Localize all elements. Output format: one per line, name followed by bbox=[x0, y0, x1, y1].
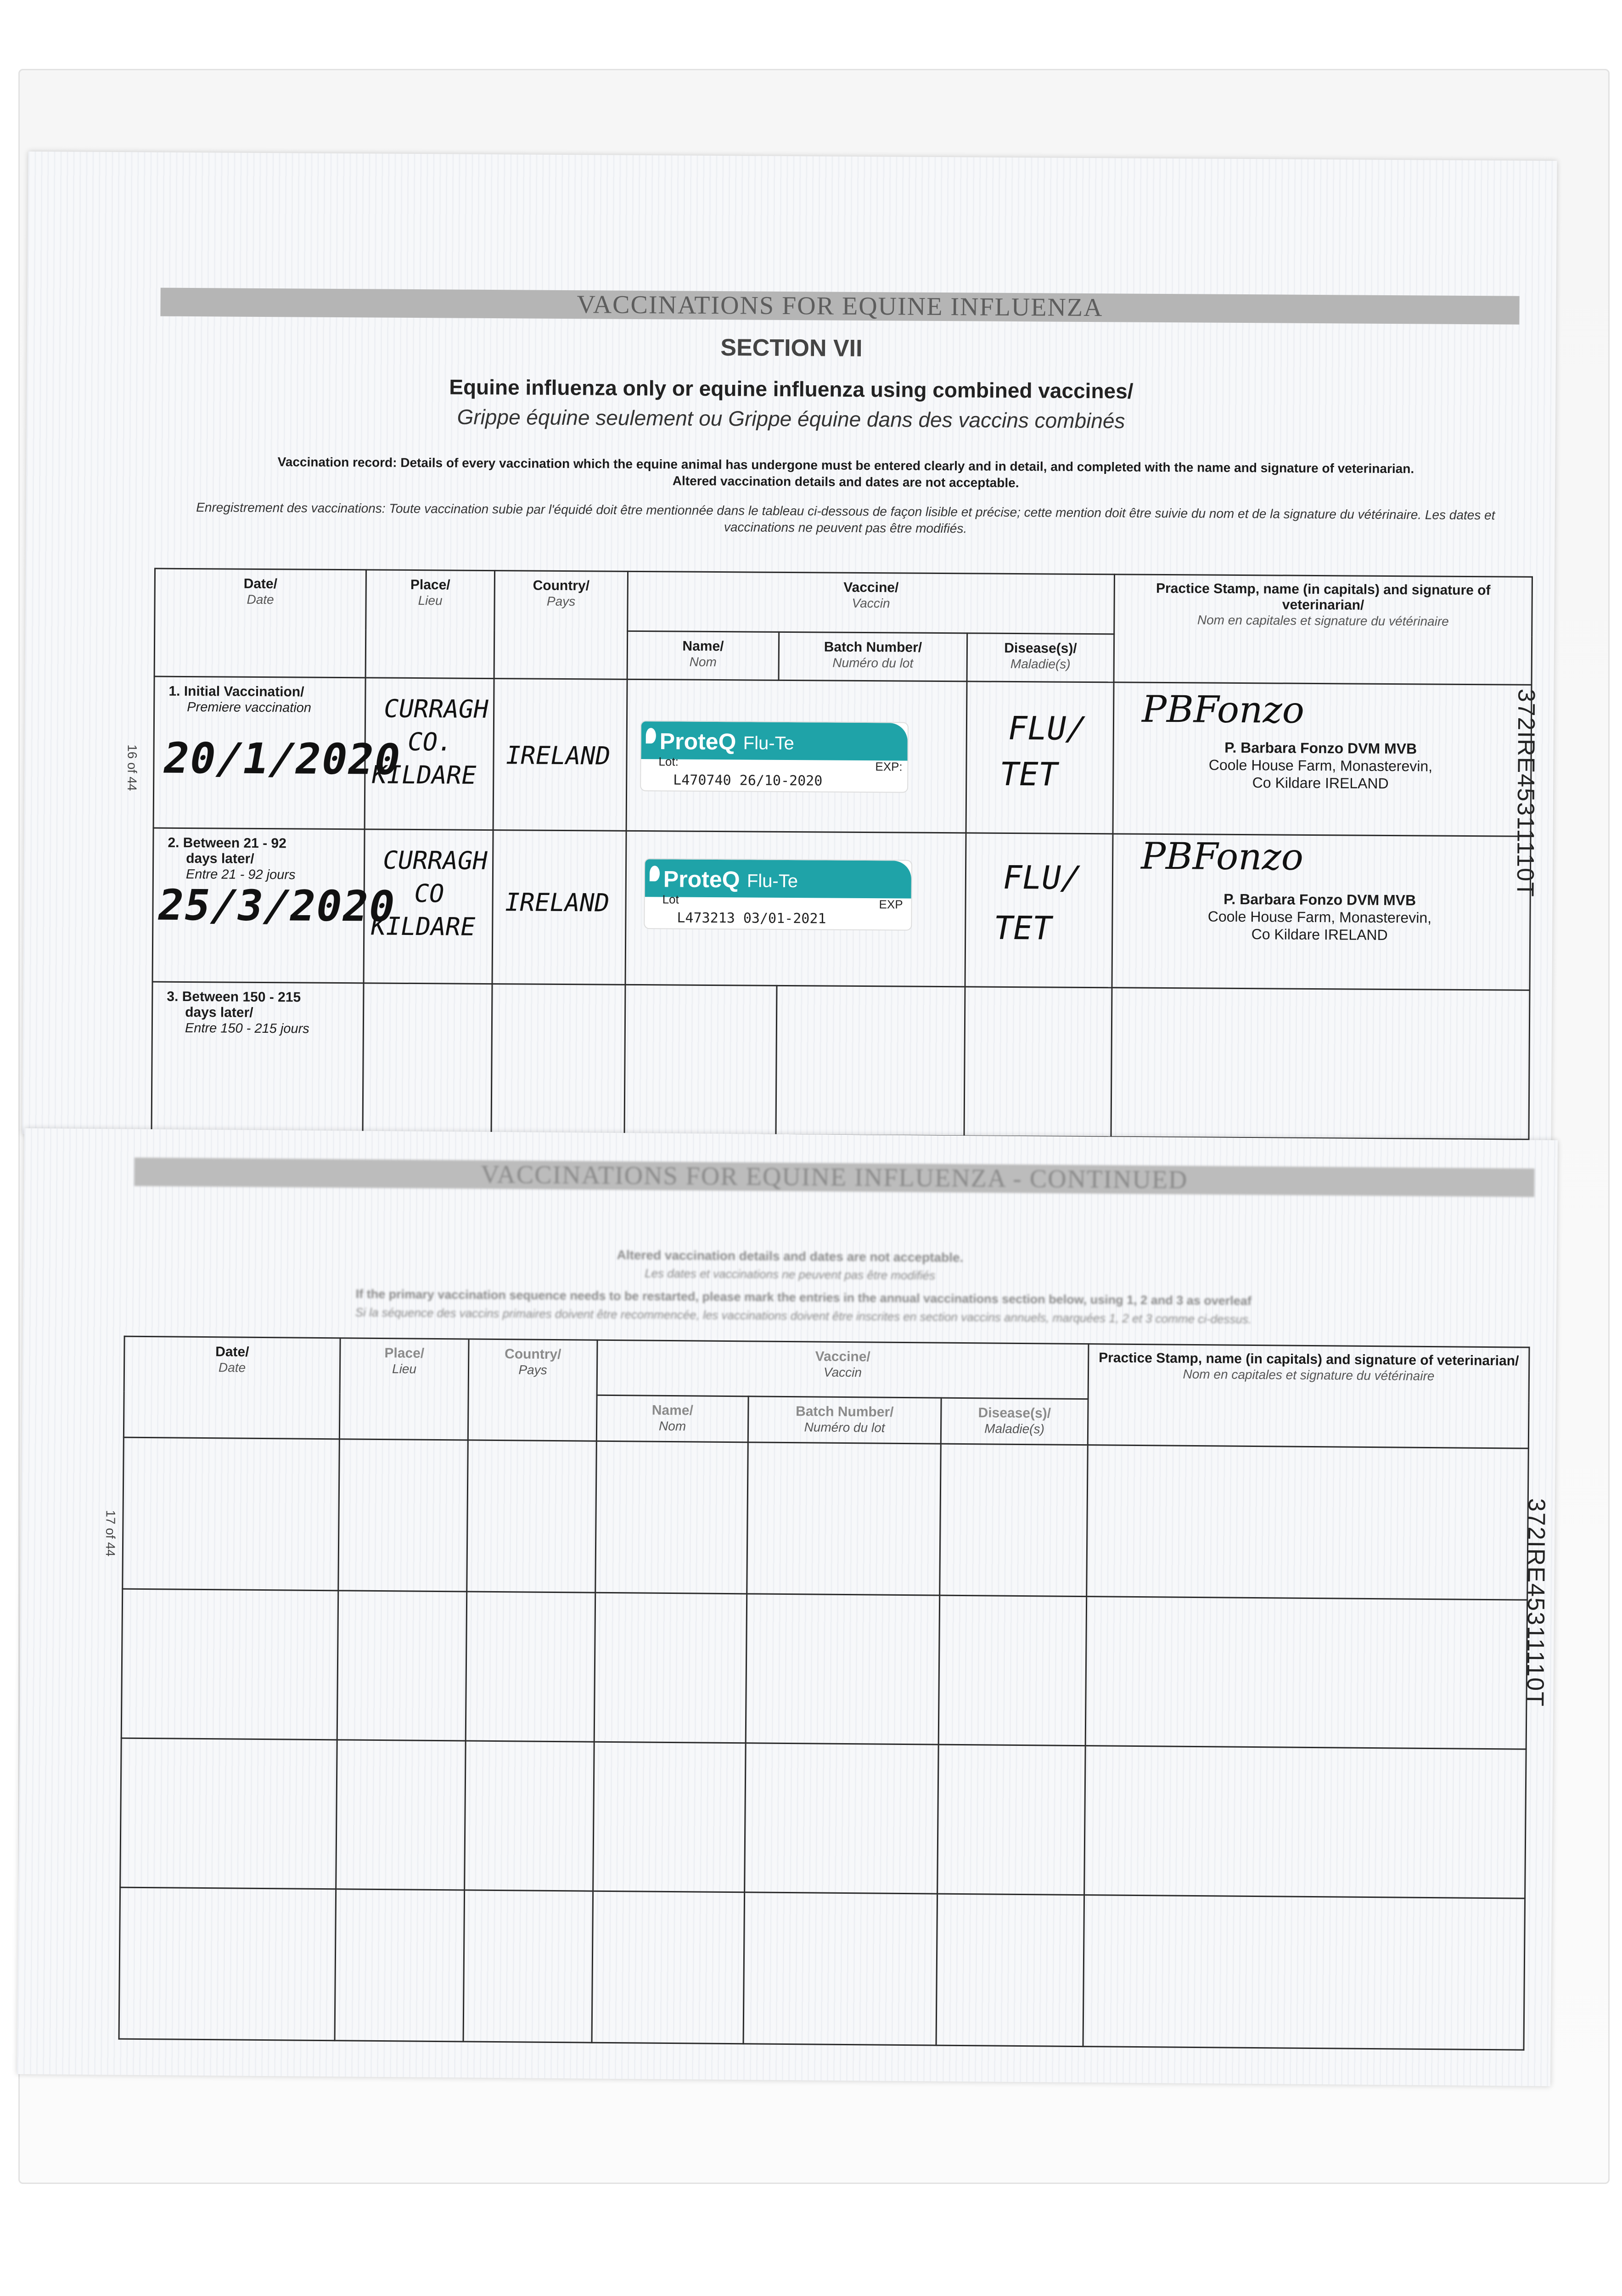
drop-icon bbox=[646, 728, 656, 743]
disease-cell bbox=[965, 833, 1113, 988]
stamp-cell bbox=[1113, 682, 1532, 837]
header-vaccine: Vaccine/ Vaccin bbox=[597, 1340, 1089, 1399]
table-row bbox=[152, 828, 1531, 990]
stamp-cell bbox=[1112, 834, 1531, 990]
handwritten-place: CURRAGH CO KILDARE bbox=[368, 845, 490, 941]
vet-stamp: P. Barbara Fonzo DVM MVB Coole House Farm, Monasterevin, Co Kildare IRELAND bbox=[1208, 739, 1433, 792]
handwritten-disease: FLU/ TET bbox=[990, 858, 1084, 947]
vaccine-label-cell bbox=[625, 831, 966, 987]
exp-label: EXP bbox=[879, 897, 903, 912]
lot-expiry-value: L470740 26/10-2020 bbox=[673, 772, 823, 789]
header-country: Country/ Pays bbox=[468, 1339, 597, 1441]
table-row bbox=[123, 1437, 1528, 1600]
side-passport-id: 372IRE45311110T bbox=[1521, 1498, 1550, 1708]
vaccine-label-cell bbox=[626, 679, 967, 833]
lot-label: Lot: bbox=[658, 754, 679, 769]
record-instructions-french: Enregistrement des vaccinations: Toute vaccination subie par l'équidé doit être mentionnée dans le tableau ci-dessous de façon lisible et précise; cette mention doit être suivie du nom et de la signature du vétérinaire. Les dates et vaccinations ne peuvent pas être modifiés. bbox=[196, 500, 1495, 536]
handwritten-date: 25/3/2020 bbox=[153, 880, 400, 931]
vaccine-product: Flu-Te bbox=[743, 733, 794, 754]
vaccine-sticker bbox=[641, 721, 908, 792]
handwritten-country: IRELAND bbox=[503, 741, 613, 771]
altered-note: Altered vaccination details and dates are not acceptable. bbox=[617, 1248, 964, 1265]
disease-cell bbox=[966, 681, 1114, 834]
handwritten-place: CURRAGH CO. KILDARE bbox=[369, 694, 491, 790]
header-stamp: Practice Stamp, name (in capitals) and signature of veterinarian/ Nom en capitales et signature du vétérinaire bbox=[1114, 574, 1532, 685]
handwritten-disease: FLU/ TET bbox=[996, 709, 1089, 793]
exp-label: EXP: bbox=[875, 760, 903, 774]
header-place: Place/ Lieu bbox=[339, 1338, 469, 1440]
section-banner: VACCINATIONS FOR EQUINE INFLUENZA bbox=[160, 288, 1519, 325]
vet-signature: PBFonzo bbox=[1141, 687, 1305, 732]
row-label: 2. Between 21 - 92 days later/ Entre 21 - 92 jours 25/3/2020 bbox=[152, 828, 365, 983]
vaccine-sticker bbox=[645, 859, 911, 930]
restart-note-french: Si la séquence des vaccins primaires doivent être recommencée, les vaccinations doivent être inscrites en section vaccins annuels, marquées 1, 2 et 3 comme ci-dessus. bbox=[355, 1305, 1252, 1326]
vet-signature: PBFonzo bbox=[1140, 834, 1304, 878]
disease-cell bbox=[964, 987, 1112, 1137]
header-disease: Disease(s)/ Maladie(s) bbox=[967, 633, 1114, 682]
header-stamp: Practice Stamp, name (in capitals) and signature of veterinarian/ Nom en capitales et signature du vétérinaire bbox=[1088, 1344, 1529, 1449]
passport-page-17 bbox=[17, 1128, 1558, 2086]
side-passport-id: 372IRE45311110T bbox=[1511, 688, 1540, 898]
row-label: 3. Between 150 - 215 days later/ Entre 150 - 215 jours bbox=[152, 982, 364, 1132]
country-cell bbox=[493, 679, 627, 831]
passport-page-16 bbox=[22, 152, 1557, 1143]
handwritten-date: 20/1/2020 bbox=[159, 733, 405, 784]
stamp-cell bbox=[1111, 988, 1530, 1140]
handwritten-country: IRELAND bbox=[502, 888, 612, 917]
vaccine-name-cell bbox=[624, 985, 777, 1135]
drop-icon bbox=[650, 866, 660, 881]
header-country: Country/ Pays bbox=[494, 571, 628, 680]
vaccine-brand: ProteQ bbox=[663, 866, 740, 893]
altered-note-french: Les dates et vaccinations ne peuvent pas être modifiés bbox=[645, 1266, 936, 1283]
table-row bbox=[121, 1589, 1527, 1749]
vaccine-product: Flu-Te bbox=[746, 871, 798, 892]
lot-label: Lot bbox=[662, 892, 679, 906]
lot-expiry-value: L473213 03/01-2021 bbox=[677, 910, 826, 927]
subtitle-english: Equine influenza only or equine influenza using combined vaccines/ bbox=[449, 375, 1134, 403]
restart-note: If the primary vaccination sequence needs to be restarted, please mark the entries in the annual vaccinations section below, using 1, 2 and 3 as overleaf bbox=[355, 1287, 1252, 1308]
subtitle-french: Grippe équine seulement ou Grippe équine dans des vaccins combinés bbox=[457, 405, 1125, 433]
header-place: Place/ Lieu bbox=[365, 570, 494, 679]
section-title: SECTION VII bbox=[720, 334, 863, 362]
batch-number-cell bbox=[776, 985, 965, 1136]
vaccination-table bbox=[151, 568, 1533, 1140]
table-row bbox=[153, 676, 1532, 836]
table-row bbox=[152, 982, 1530, 1139]
row-label: 1. Initial Vaccination/ Premiere vaccination 20/1/2020 bbox=[153, 676, 365, 829]
record-instructions-english: Vaccination record: Details of every vaccination which the equine animal has undergone must be entered clearly and in detail, and completed with the name and signature of veterinarian. Altered vaccination details and dates are not acceptable. bbox=[277, 455, 1414, 490]
section-banner: VACCINATIONS FOR EQUINE INFLUENZA - CONTINUED bbox=[134, 1158, 1534, 1197]
country-cell bbox=[492, 830, 626, 985]
place-cell bbox=[364, 829, 493, 984]
table-row bbox=[119, 1887, 1525, 2050]
country-cell bbox=[491, 984, 625, 1134]
vaccination-table bbox=[118, 1336, 1530, 2051]
header-batch-number: Batch Number/ Numéro du lot bbox=[779, 632, 967, 681]
place-cell bbox=[363, 983, 492, 1133]
vaccine-brand: ProteQ bbox=[659, 728, 736, 755]
table-row bbox=[120, 1738, 1526, 1898]
vet-stamp: P. Barbara Fonzo DVM MVB Coole House Farm, Monasterevin, Co Kildare IRELAND bbox=[1207, 890, 1432, 943]
page-number: 17 of 44 bbox=[103, 1510, 118, 1557]
header-disease: Disease(s)/ Maladie(s) bbox=[941, 1398, 1088, 1445]
header-batch-number: Batch Number/ Numéro du lot bbox=[748, 1396, 941, 1444]
header-vaccine-name: Name/ Nom bbox=[596, 1395, 748, 1442]
header-date: Date/ Date bbox=[154, 568, 366, 678]
header-vaccine: Vaccine/ Vaccin bbox=[628, 571, 1115, 634]
header-date: Date/ Date bbox=[123, 1336, 340, 1439]
place-cell bbox=[365, 678, 494, 830]
page-number: 16 of 44 bbox=[125, 744, 140, 791]
header-vaccine-name: Name/ Nom bbox=[627, 631, 779, 680]
